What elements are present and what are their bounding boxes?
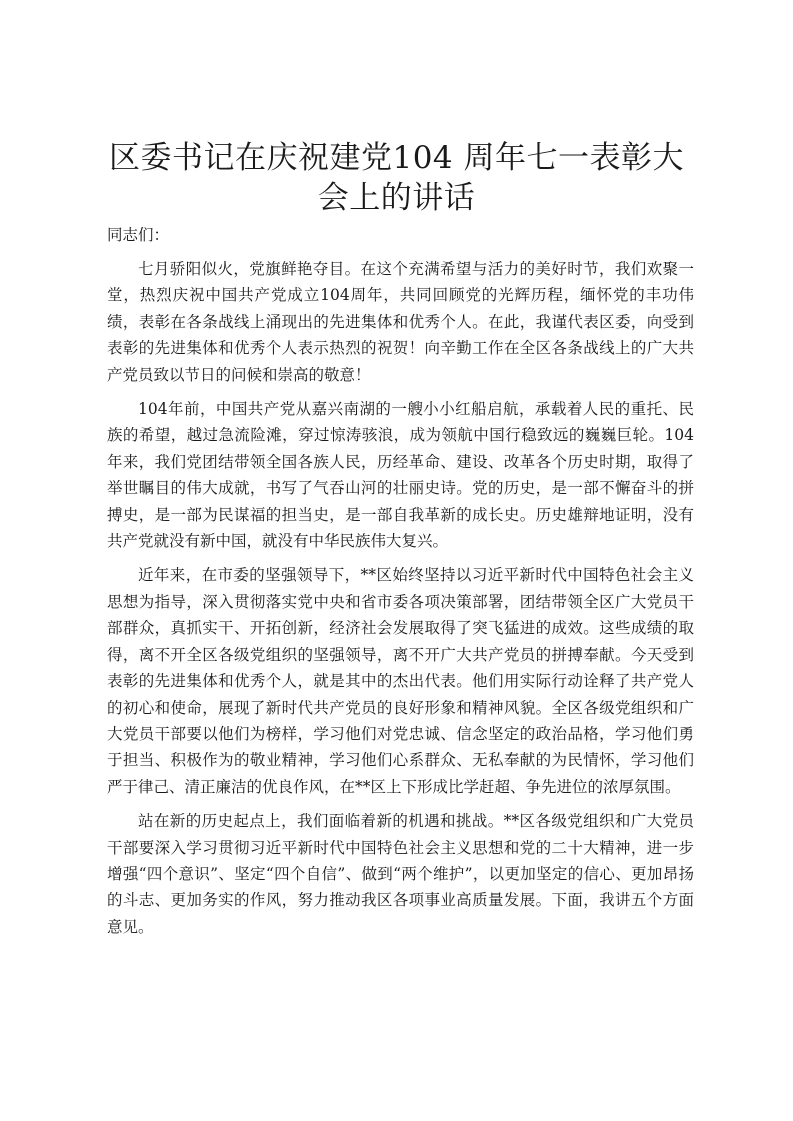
speech-body bbox=[107, 256, 694, 948]
paragraph-4: 站在新的历史起点上，我们面临着新的机遇和挑战。**区各级党组织和广大党员干部要深入学习贯彻习近平新时代中国特色社会主义思想和党的二十大精神，进一步增强“四个意识”、坚定“四个自信”、做到“两个维护”，以更加坚定的信心、更加昂扬的斗志、更加务实的作风，努力推动我区各项事业高质量发展。下面，我讲五个方面意见。 bbox=[107, 812, 694, 936]
paragraph-1: 七月骄阳似火，党旗鲜艳夺目。在这个充满希望与活力的美好时节，我们欢聚一堂，热烈庆祝中国共产党成立104周年，共同回顾党的光辉历程，缅怀党的丰功伟绩，表彰在各条战线上涌现出的先进集体和优秀个人。在此，我谨代表区委，向受到表彰的先进集体和优秀个人表示热烈的祝贺！向辛勤工作在全区各条战线上的广大共产党员致以节日的问候和崇高的敬意！ bbox=[107, 260, 694, 384]
paragraph-3: 近年来，在市委的坚强领导下，**区始终坚持以习近平新时代中国特色社会主义思想为指导，深入贯彻落实党中央和省市委各项决策部署，团结带领全区广大党员干部群众，真抓实干、开拓创新，经济社会发展取得了突飞猛进的成效。这些成绩的取得，离不开全区各级党组织的坚强领导，离不开广大共产党员的拼搏奉献。今天受到表彰的先进集体和优秀个人，就是其中的杰出代表。他们用实际行动诠释了共产党人的初心和使命，展现了新时代共产党员的良好形象和精神风貌。全区各级党组织和广大党员干部要以他们为榜样，学习他们对党忠诚、信念坚定的政治品格，学习他们勇于担当、积极作为的敬业精神，学习他们心系群众、无私奉献的为民情怀，学习他们严于律己、清正廉洁的优良作风，在**区上下形成比学赶超、争先进位的浓厚氛围。 bbox=[107, 566, 694, 796]
salutation: 同志们： bbox=[107, 226, 170, 244]
document-title: 区委书记在庆祝建党104 周年七一表彰大会上的讲话 bbox=[108, 140, 685, 216]
paragraph-2: 104年前，中国共产党从嘉兴南湖的一艘小小红船启航，承载着人民的重托、民族的希望，越过急流险滩，穿过惊涛骇浪，成为领航中国行稳致远的巍巍巨轮。104年来，我们党团结带领全国各族人民，历经革命、建设、改革各个历史时期，取得了举世瞩目的伟大成就，书写了气吞山河的壮丽史诗。党的历史，是一部不懈奋斗的拼搏史，是一部为民谋福的担当史，是一部自我革新的成长史。历史雄辩地证明，没有共产党就没有新中国，就没有中华民族伟大复兴。 bbox=[107, 400, 694, 551]
